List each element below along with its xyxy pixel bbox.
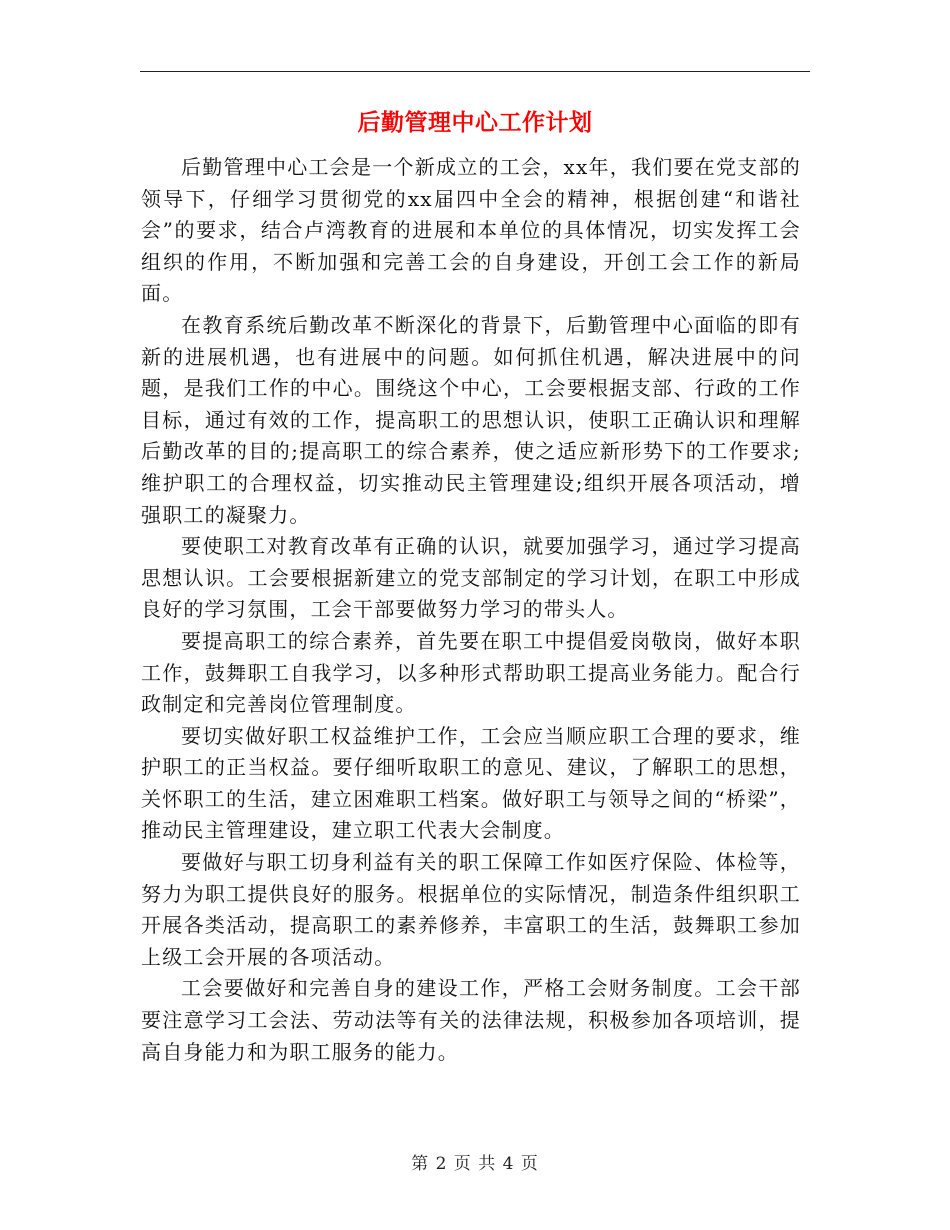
page-footer: 第 2 页 共 4 页 bbox=[411, 1154, 539, 1174]
paragraph-5: 要切实做好职工权益维护工作，工会应当顺应职工合理的要求，维护职工的正当权益。要仔细听取职工的意见、建议，了解职工的思想，关怀职工的生活，建立困难职工档案。做好职工与领导之间的“桥梁”，推动民主管理建设，建立职工代表大会制度。 bbox=[141, 723, 801, 843]
paragraph-2: 在教育系统后勤改革不断深化的背景下，后勤管理中心面临的即有新的进展机遇，也有进展中的问题。如何抓住机遇，解决进展中的问题，是我们工作的中心。围绕这个中心，工会要根据支部、行政的工作目标，通过有效的工作，提高职工的思想认识，使职工正确认识和理解后勤改革的目的;提高职工的综合素养，使之适应新形势下的工作要求;维护职工的合理权益，切实推动民主管理建设;组织开展各项活动，增强职工的凝聚力。 bbox=[141, 312, 801, 527]
paragraph-3: 要使职工对教育改革有正确的认识，就要加强学习，通过学习提高思想认识。工会要根据新建立的党支部制定的学习计划，在职工中形成良好的学习氛围，工会干部要做努力学习的带头人。 bbox=[141, 534, 801, 622]
document-body bbox=[141, 152, 801, 1068]
paragraph-4: 要提高职工的综合素养，首先要在职工中提倡爱岗敬岗，做好本职工作，鼓舞职工自我学习，以多种形式帮助职工提高业务能力。配合行政制定和完善岗位管理制度。 bbox=[141, 628, 801, 717]
header-rule bbox=[140, 71, 810, 72]
paragraph-1: 后勤管理中心工会是一个新成立的工会，xx年，我们要在党支部的领导下，仔细学习贯彻党的xx届四中全会的精神，根据创建“和谐社会”的要求，结合卢湾教育的进展和本单位的具体情况，切实发挥工会组织的作用，不断加强和完善工会的自身建设，开创工会工作的新局面。 bbox=[141, 155, 801, 306]
paragraph-6: 要做好与职工切身利益有关的职工保障工作如医疗保险、体检等，努力为职工提供良好的服务。根据单位的实际情况，制造条件组织职工开展各类活动，提高职工的素养修养，丰富职工的生活，鼓舞职工参加上级工会开展的各项活动。 bbox=[141, 850, 801, 969]
paragraph-7: 工会要做好和完善自身的建设工作，严格工会财务制度。工会干部要注意学习工会法、劳动法等有关的法律法规，积极参加各项培训，提高自身能力和为职工服务的能力。 bbox=[141, 976, 801, 1064]
document-title: 后勤管理中心工作计划 bbox=[357, 109, 593, 136]
